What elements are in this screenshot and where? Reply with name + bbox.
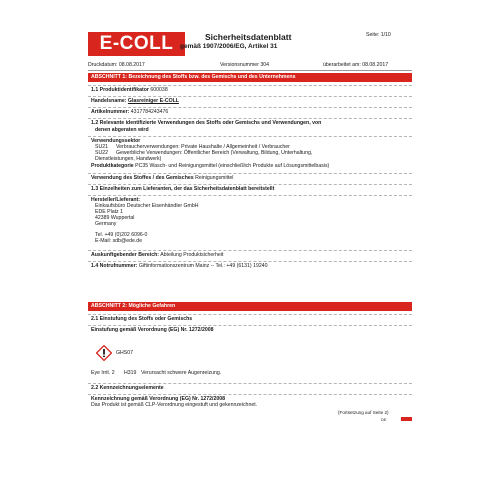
divider bbox=[88, 325, 412, 326]
divider bbox=[88, 85, 412, 86]
labelling-statement: Das Produkt ist gemäß CLP-Verordnung eingestuft und gekennzeichnet. bbox=[91, 402, 258, 408]
version-number: Versionsnummer 304 bbox=[220, 62, 270, 68]
labelling-regulation: Kennzeichnung gemäß Verordnung (EG) Nr. 1272/2008 bbox=[91, 396, 226, 402]
trade-name: Handelsname: Glasreiniger E-COLL bbox=[91, 98, 179, 104]
emergency-number: 1.4 Notrufnummer: Giftinformationszentrum Mainz -- Tel.: +49 (6131) 19240 bbox=[91, 263, 268, 269]
exclamation-mark-diamond-icon bbox=[96, 345, 112, 361]
classification-regulation: Einstufung gemäß Verordnung (EG) Nr. 1272/2008 bbox=[91, 327, 214, 333]
address-line: Einkaufsbüro Deutscher Eisenhändler GmbH bbox=[95, 203, 199, 209]
e-coll-logo: E-COLL bbox=[88, 32, 185, 56]
divider bbox=[88, 118, 412, 119]
document-subtitle: gemäß 1907/2006/EG, Artikel 31 bbox=[180, 43, 278, 50]
continued-note: (Fortsetzung auf Seite 2) bbox=[338, 410, 389, 415]
relevant-uses-heading: 1.2 Relevante identifizierte Verwendungen des Stoffs oder Gemischs und Verwendungen, von bbox=[91, 120, 322, 126]
address-line: Germany bbox=[95, 221, 117, 227]
su21-text: Verbraucherverwendungen: Private Haushalte / Allgemeinheit / Verbraucher bbox=[116, 144, 290, 150]
divider bbox=[88, 383, 412, 384]
ghs-code: GHS07 bbox=[116, 350, 134, 356]
section-2-heading: ABSCHNITT 2: Mögliche Gefahren bbox=[88, 302, 412, 311]
classification-heading: 2.1 Einstufung des Stoffs oder Gemischs bbox=[91, 316, 193, 322]
divider bbox=[88, 184, 412, 185]
print-date: Druckdatum: 08.08.2017 bbox=[88, 62, 145, 68]
telephone: Tel. +49 (0)202 6096-0 bbox=[95, 232, 148, 238]
email: E-Mail: sdb@ede.de bbox=[95, 238, 143, 244]
footer-marker bbox=[401, 417, 412, 421]
substance-use: Verwendung des Stoffes / des Gemisches Reinigungsmittel bbox=[91, 175, 234, 181]
product-category: Produktkategorie PC35 Wasch- und Reinigungsmittel (einschließlich Produkte auf Lösungsmittelbasis) bbox=[91, 163, 330, 169]
page-number: Seite: 1/10 bbox=[366, 32, 391, 38]
hazard-statement-text: Verursacht schwere Augenreizung. bbox=[141, 370, 222, 376]
product-identifier: 1.1 Produktidentifikator 600038 bbox=[91, 87, 168, 93]
divider bbox=[88, 136, 412, 137]
sector-label: Verwendungssektor bbox=[91, 138, 141, 144]
revision-date: überarbeitet am: 08.08.2017 bbox=[323, 62, 389, 68]
divider bbox=[88, 195, 412, 196]
header-divider bbox=[88, 70, 412, 71]
su22-text: Gewerbliche Verwendungen: Öffentlicher Bereich (Verwaltung, Bildung, Unterhaltung, bbox=[116, 150, 313, 156]
address-line: 42389 Wuppertal bbox=[95, 215, 135, 221]
su21-code: SU21 bbox=[95, 144, 108, 150]
divider bbox=[88, 173, 412, 174]
label-elements-heading: 2.2 Kennzeichnungselemente bbox=[91, 385, 164, 391]
supplier-details-heading: 1.3 Einzelheiten zum Lieferanten, der das Sicherheitsdatenblatt bereitstellt bbox=[91, 186, 275, 192]
divider bbox=[88, 96, 412, 97]
divider bbox=[88, 250, 412, 251]
article-number: Artikelnummer: 4317784243476 bbox=[91, 109, 169, 115]
info-department: Auskunftgebender Bereich: Abteilung Produktsicherheit bbox=[91, 252, 224, 258]
su22-code: SU22 bbox=[95, 150, 108, 156]
divider bbox=[88, 107, 412, 108]
divider bbox=[88, 261, 412, 262]
document-title: Sicherheitsdatenblatt bbox=[205, 32, 292, 42]
hazard-statement-code: H319 bbox=[124, 370, 137, 376]
relevant-uses-heading-cont: denen abgeraten wird bbox=[95, 127, 149, 133]
footer-language-code: DE bbox=[381, 417, 387, 422]
address-line: EDE Platz 1 bbox=[95, 209, 123, 215]
eye-irritation-class: Eye Irrit. 2 bbox=[91, 370, 115, 376]
section-1-heading: ABSCHNITT 1: Bezeichnung des Stoffs bzw. des Gemischs und des Unternehmens bbox=[88, 73, 412, 82]
manufacturer-label: Hersteller/Lieferant: bbox=[91, 197, 141, 203]
divider bbox=[88, 394, 412, 395]
su22-text-cont: Dienstleistungen, Handwerk) bbox=[95, 156, 162, 162]
divider bbox=[88, 314, 412, 315]
